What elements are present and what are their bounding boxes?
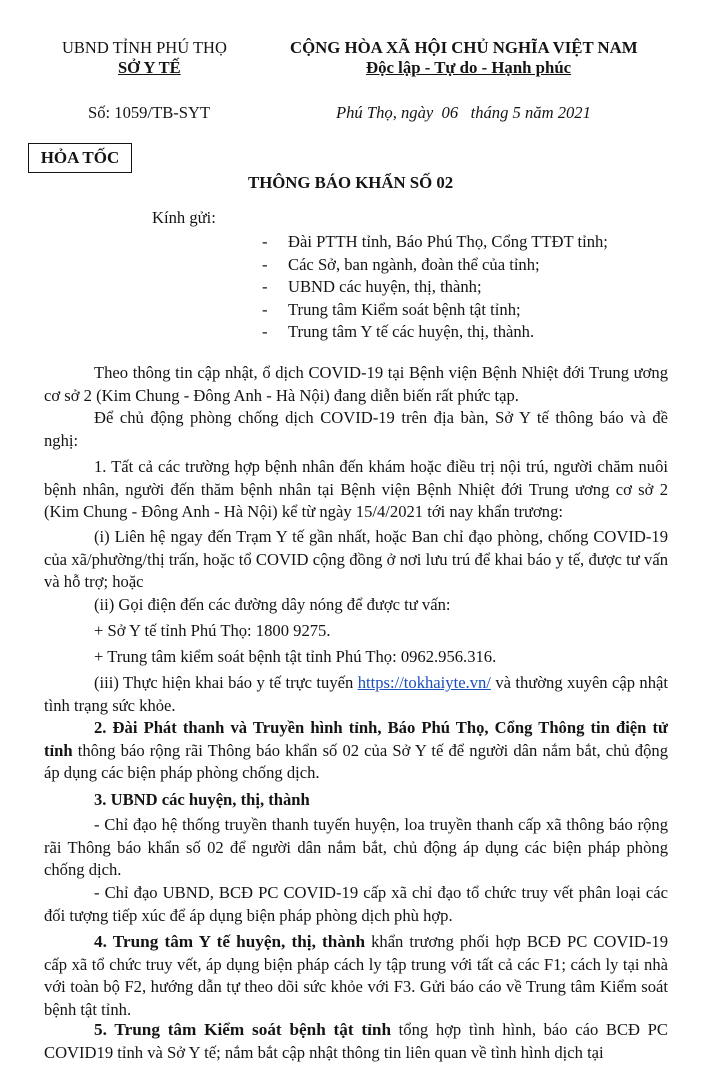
item-5: 5. Trung tâm Kiểm soát bệnh tật tỉnh tổng hợp tình hình, báo cáo BCĐ PC COVID19 tỉnh và Sở Y tế; nắm bắt cập nhật thông tin liên quan về tình hình dịch tại <box>44 1020 668 1062</box>
recipient-item: - Đài PTTH tỉnh, Báo Phú Thọ, Cổng TTĐT tỉnh; <box>262 232 608 251</box>
issuer-authority: UBND TỈNH PHÚ THỌ <box>62 38 227 57</box>
declaration-link[interactable]: https://tokhaiyte.vn/ <box>357 673 491 692</box>
item-3-heading: 3. UBND các huyện, thị, thành <box>94 790 310 809</box>
salutation: Kính gửi: <box>152 208 216 227</box>
item-1-ii: (ii) Gọi điện đến các đường dây nóng để được tư vấn: <box>94 595 451 614</box>
recipient-item: - Trung tâm Y tế các huyện, thị, thành. <box>262 322 535 341</box>
item-4: 4. Trung tâm Y tế huyện, thị, thành khẩn trương phối hợp BCĐ PC COVID-19 cấp xã tổ chức truy vết, áp dụng biện pháp cách ly tập trung với tất cả các F1; cách ly tại nhà với toàn bộ F2, hướng dẫn tự theo dõi sức khỏe với F3. Gửi báo cáo về Trung tâm Kiểm soát bệnh tật tỉnh. <box>44 932 669 1019</box>
recipient-item: - Các Sở, ban ngành, đoàn thể của tỉnh; <box>262 254 540 274</box>
item-2: 2. Đài Phát thanh và Truyền hình tỉnh, Báo Phú Thọ, Cổng Thông tin điện tử tỉnh thông báo rộng rãi Thông báo khẩn số 02 của Sở Y tế để người dân nắm bắt, chủ động áp dụng các biện pháp phòng chống dịch. <box>44 718 668 782</box>
document-number: Số: 1059/TB-SYT <box>88 103 211 122</box>
urgent-stamp: HỎA TỐC <box>28 143 132 173</box>
document-title: THÔNG BÁO KHẨN SỐ 02 <box>248 173 454 192</box>
intro-paragraph: Theo thông tin cập nhật, ổ dịch COVID-19 tại Bệnh viện Bệnh Nhiệt đới Trung ương cơ sở 2 (Kim Chung - Đông Anh - Hà Nội) đang diễn biến rất phức tạp. <box>44 363 668 405</box>
national-title: CỘNG HÒA XÃ HỘI CHỦ NGHĨA VIỆT NAM <box>290 38 638 57</box>
hotline-health-department: + Sở Y tế tỉnh Phú Thọ: 1800 9275. <box>94 621 331 640</box>
recipient-item: - UBND các huyện, thị, thành; <box>262 277 482 296</box>
item-3-a: - Chỉ đạo hệ thống truyền thanh tuyến huyện, loa truyền thanh cấp xã thông báo rộng rãi Thông báo khẩn số 02 để người dân nắm bắt, chủ động áp dụng các biện pháp phòng chống dịch. <box>44 815 668 879</box>
recipient-list <box>262 231 608 344</box>
hotline-cdc: + Trung tâm kiểm soát bệnh tật tỉnh Phú Thọ: 0962.956.316. <box>94 647 497 666</box>
document-date: Phú Thọ, ngày 06 tháng 5 năm 2021 <box>336 103 591 122</box>
request-paragraph: Để chủ động phòng chống dịch COVID-19 trên địa bàn, Sở Y tế thông báo và đề nghị: <box>44 408 668 450</box>
item-1-i: (i) Liên hệ ngay đến Trạm Y tế gần nhất, hoặc Ban chỉ đạo phòng, chống COVID-19 của xã/phường/thị trấn, hoặc tổ COVID cộng đồng ở nơi lưu trú để khai báo y tế, được tư vấn và hỗ trợ; hoặc <box>44 527 668 591</box>
item-4-heading: 4. Trung tâm Y tế huyện, thị, thành <box>94 932 366 951</box>
item-3-b: - Chỉ đạo UBND, BCĐ PC COVID-19 cấp xã chỉ đạo tổ chức truy vết phân loại các đối tượng tiếp xúc để áp dụng biện pháp phòng dịch phù hợp. <box>44 883 668 925</box>
issuer-department: SỞ Y TẾ <box>118 58 181 77</box>
item-1-iii: (iii) Thực hiện khai báo y tế trực tuyến https://tokhaiyte.vn/ và thường xuyên cập nhật tình trạng sức khỏe. <box>44 673 668 715</box>
item-1: 1. Tất cả các trường hợp bệnh nhân đến khám hoặc điều trị nội trú, người chăm nuôi bệnh nhân, người đến thăm bệnh nhân tại Bệnh viện Bệnh Nhiệt đới Trung ương cơ sở 2 (Kim Chung - Đông Anh - Hà Nội) kể từ ngày 15/4/2021 tới nay khẩn trương: <box>44 457 668 521</box>
item-5-heading: 5. Trung tâm Kiểm soát bệnh tật tỉnh <box>94 1020 392 1039</box>
item-2-heading: 2. Đài Phát thanh và Truyền hình tỉnh, Báo Phú Thọ, Cổng Thông tin điện tử tỉnh <box>44 718 668 760</box>
national-motto: Độc lập - Tự do - Hạnh phúc <box>366 58 572 77</box>
recipient-item: - Trung tâm Kiểm soát bệnh tật tỉnh; <box>262 299 521 319</box>
